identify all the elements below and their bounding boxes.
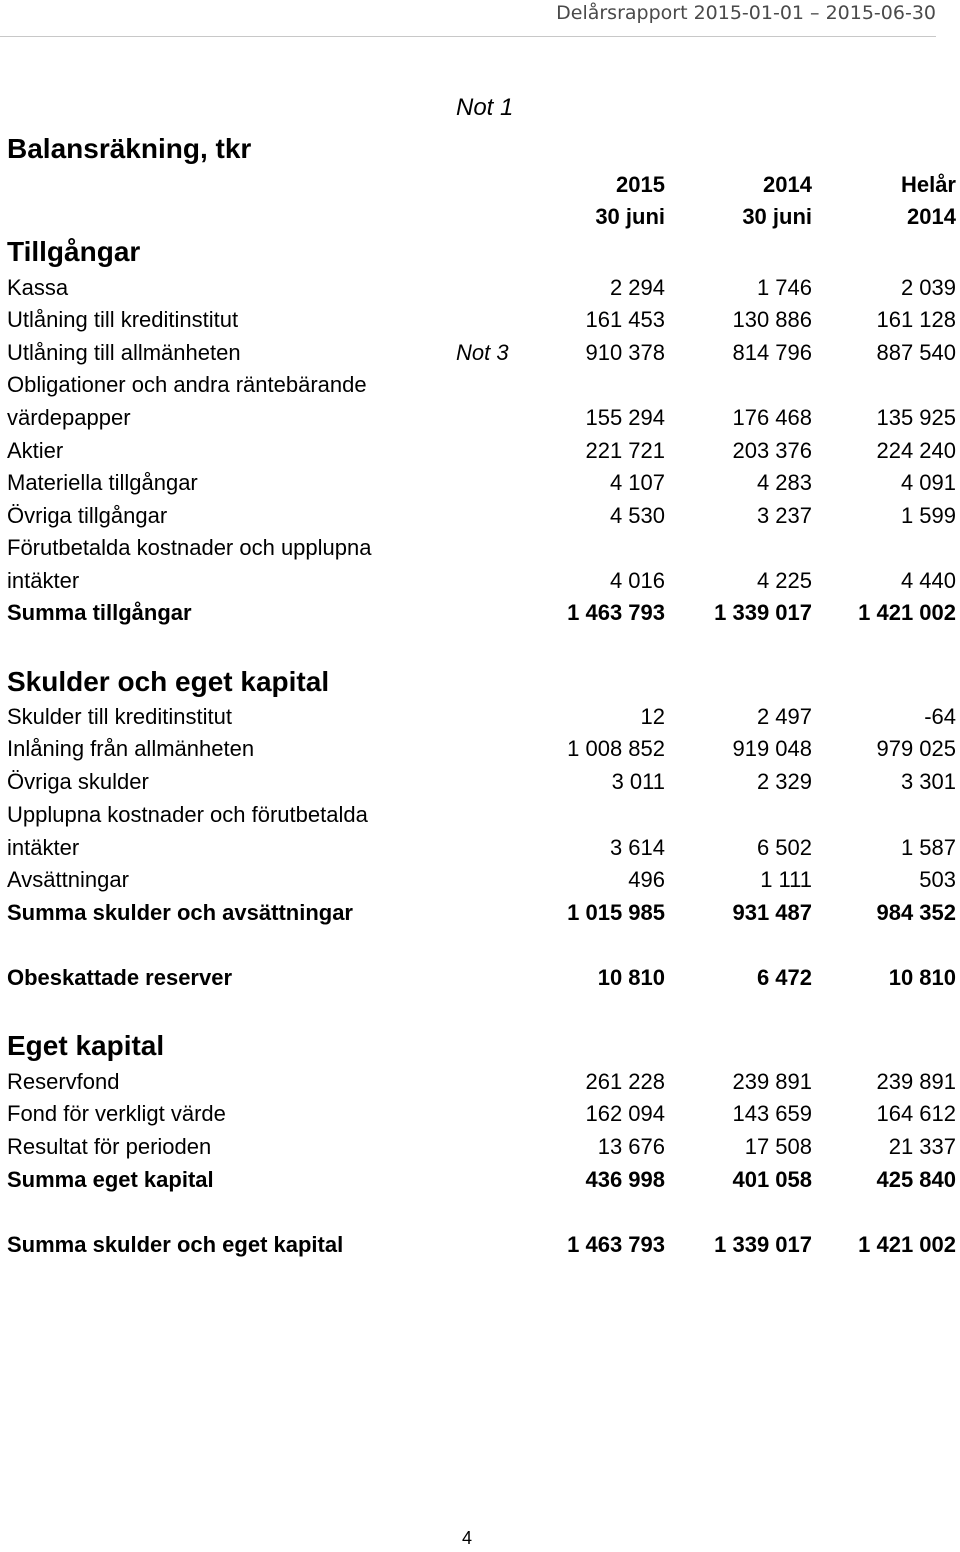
table-row [0,1101,960,1133]
row-label: Förutbetalda kostnader och upplupna [7,535,372,560]
row-label: intäkter [7,568,80,593]
row-label: Obeskattade reserver [7,965,233,990]
value-2015-jun: 3 614 [609,835,665,860]
row-label: Utlåning till allmänheten [7,340,241,365]
note-reference: Not 1 [456,94,514,121]
value-2014-full-year: 1 421 002 [858,600,956,625]
page-number: 4 [462,1528,473,1548]
table-row [0,867,960,899]
table-row [0,503,960,535]
value-2014-full-year: 1 599 [900,503,956,528]
row-label: Inlåning från allmänheten [7,736,255,761]
value-2015-jun: 221 721 [585,438,665,463]
table-row [0,769,960,801]
value-2015-jun: 4 107 [609,470,665,495]
value-2014-full-year: 1 421 002 [858,1232,956,1257]
table-row [0,535,960,567]
page-title: Balansräkning, tkr [7,133,252,164]
row-note: Not 3 [456,340,509,365]
table-row [0,568,960,600]
value-2015-jun: 1 008 852 [567,736,665,761]
value-2014-jun: 1 339 017 [714,600,812,625]
table-row [0,470,960,502]
row-label: Aktier [7,438,64,463]
row-label: Summa skulder och avsättningar [7,900,353,925]
value-2014-full-year: 887 540 [876,340,956,365]
value-2015-jun: 3 011 [611,769,665,794]
page-header [0,0,936,37]
value-2014-full-year: 979 025 [876,736,956,761]
value-2014-jun: 4 283 [756,470,812,495]
value-2014-full-year: 21 337 [888,1134,956,1159]
value-2014-jun: 130 886 [732,307,812,332]
value-2015-jun: 162 094 [585,1101,665,1126]
value-2015-jun: 161 453 [585,307,665,332]
value-2014-full-year: 2 039 [900,275,956,300]
column-header-period: 2014 [907,204,956,229]
row-label: Reservfond [7,1069,120,1094]
value-2015-jun: 13 676 [597,1134,665,1159]
value-2015-jun: 261 228 [585,1069,665,1094]
value-2014-jun: 2 329 [756,769,812,794]
value-2015-jun: 1 463 793 [567,1232,665,1257]
value-2014-full-year: 4 440 [900,568,956,593]
value-2014-full-year: 1 587 [900,835,956,860]
section-heading-assets: Tillgångar [7,236,141,267]
header-title: Delårsrapport 2015-01-01 – 2015-06-30 [556,2,936,24]
row-label: Övriga tillgångar [7,503,168,528]
table-row [0,704,960,736]
value-2014-jun: 1 339 017 [714,1232,812,1257]
value-2014-full-year: -64 [924,704,956,729]
row-label: Materiella tillgångar [7,470,198,495]
value-2014-jun: 931 487 [732,900,812,925]
value-2014-jun: 203 376 [732,438,812,463]
column-header-period: 30 juni [742,204,812,229]
value-2014-jun: 17 508 [744,1134,812,1159]
value-2014-jun: 814 796 [732,340,812,365]
total-row [0,600,960,632]
value-2014-jun: 6 502 [756,835,812,860]
value-2014-full-year: 161 128 [876,307,956,332]
table-row [0,372,960,404]
value-2014-full-year: 239 891 [876,1069,956,1094]
row-label: värdepapper [7,405,131,430]
value-2015-jun: 10 810 [597,965,665,990]
row-label: Upplupna kostnader och förutbetalda [7,802,368,827]
value-2014-jun: 239 891 [732,1069,812,1094]
value-2014-jun: 919 048 [732,736,812,761]
value-2015-jun: 4 530 [609,503,665,528]
row-label: Obligationer och andra räntebärande [7,372,367,397]
value-2014-full-year: 3 301 [900,769,956,794]
table-row [0,438,960,470]
value-2014-jun: 2 497 [756,704,812,729]
value-2014-full-year: 10 810 [888,965,956,990]
value-2015-jun: 496 [628,867,665,892]
value-2014-jun: 1 746 [756,275,812,300]
table-row [0,736,960,768]
table-row [0,405,960,437]
row-label: Summa eget kapital [7,1167,214,1192]
row-label: intäkter [7,835,80,860]
value-2014-full-year: 164 612 [876,1101,956,1126]
grand-total-row [0,1232,960,1264]
row-label: Summa skulder och eget kapital [7,1232,344,1257]
section-heading-liabilities: Skulder och eget kapital [7,666,330,697]
row-label: Övriga skulder [7,769,149,794]
value-2014-full-year: 135 925 [876,405,956,430]
row-label: Kassa [7,275,69,300]
value-2015-jun: 910 378 [585,340,665,365]
value-2014-jun: 1 111 [760,867,812,892]
row-label: Skulder till kreditinstitut [7,704,232,729]
value-2015-jun: 1 015 985 [567,900,665,925]
column-header-year: 2015 [616,172,665,197]
total-row [0,900,960,932]
column-header-period: 30 juni [595,204,665,229]
row-label: Resultat för perioden [7,1134,212,1159]
value-2014-full-year: 503 [919,867,956,892]
table-row [0,1069,960,1101]
value-2014-jun: 6 472 [756,965,812,990]
row-label: Fond för verkligt värde [7,1101,226,1126]
value-2014-full-year: 4 091 [900,470,956,495]
value-2014-jun: 4 225 [756,568,812,593]
column-header-year: Helår [900,172,956,197]
value-2014-jun: 143 659 [732,1101,812,1126]
table-row [0,275,960,307]
value-2014-full-year: 984 352 [876,900,956,925]
value-2014-jun: 3 237 [756,503,812,528]
value-2015-jun: 1 463 793 [567,600,665,625]
value-2015-jun: 4 016 [609,568,665,593]
total-row [0,965,960,997]
value-2014-jun: 176 468 [732,405,812,430]
value-2014-jun: 401 058 [732,1167,812,1192]
value-2015-jun: 436 998 [585,1167,665,1192]
table-row [0,340,960,372]
value-2014-full-year: 425 840 [876,1167,956,1192]
row-label: Avsättningar [7,867,129,892]
table-row [0,835,960,867]
column-header-year: 2014 [763,172,812,197]
row-label: Summa tillgångar [7,600,192,625]
value-2015-jun: 12 [640,704,665,729]
row-label: Utlåning till kreditinstitut [7,307,239,332]
total-row [0,1167,960,1199]
section-heading-equity: Eget kapital [7,1030,165,1061]
table-row [0,802,960,834]
value-2015-jun: 2 294 [609,275,665,300]
table-row [0,1134,960,1166]
value-2014-full-year: 224 240 [876,438,956,463]
table-row [0,307,960,339]
value-2015-jun: 155 294 [585,405,665,430]
